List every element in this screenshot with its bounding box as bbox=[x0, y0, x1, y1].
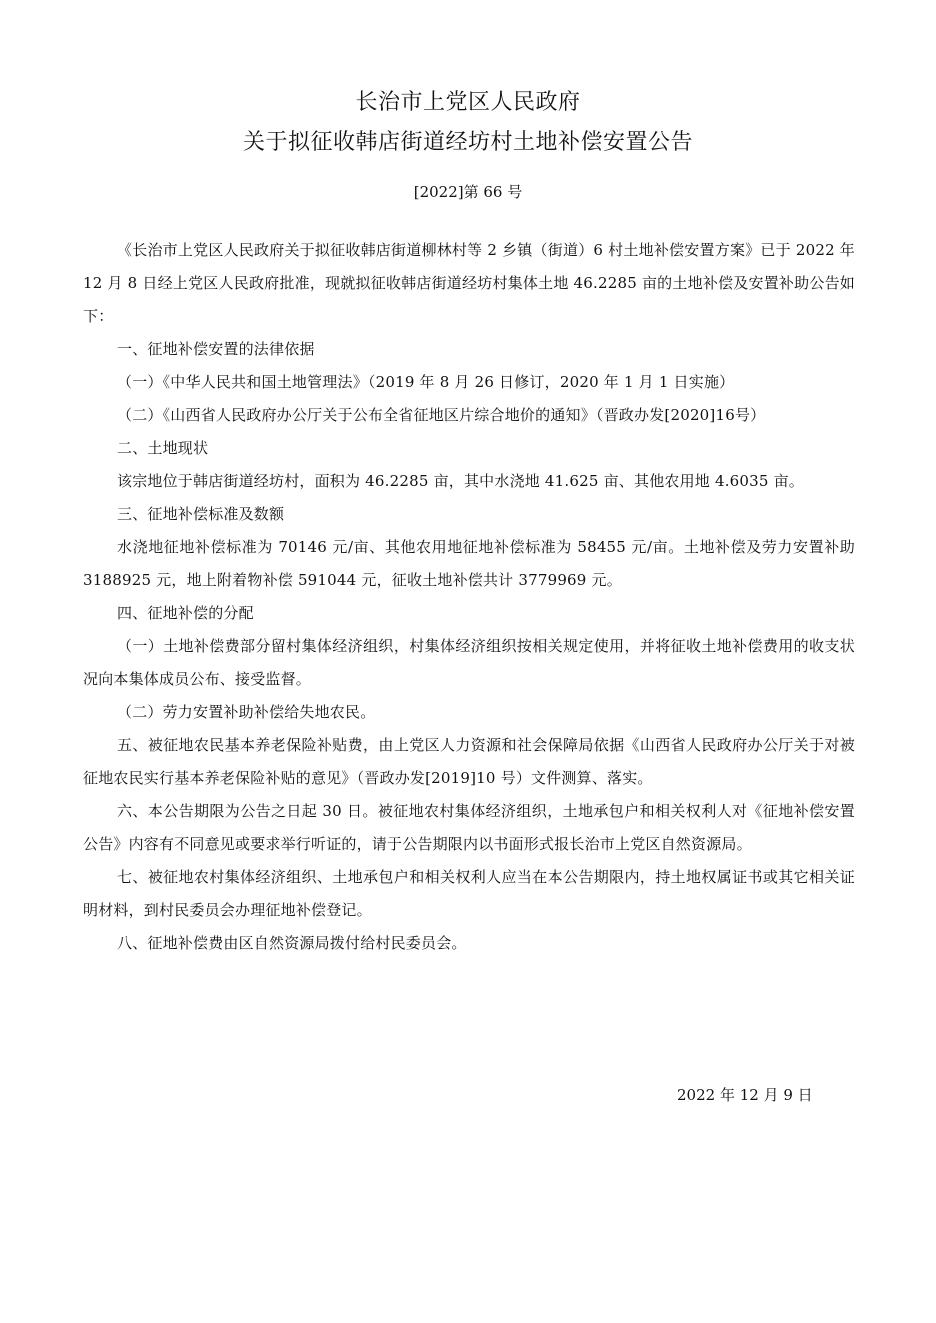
paragraph-registration: 七、被征地农村集体经济组织、土地承包户和相关权利人应当在本公告期限内，持土地权属证书或其它相关证明材料，到村民委员会办理征地补偿登记。 bbox=[83, 868, 855, 919]
paragraph-payment: 八、征地补偿费由区自然资源局拨付给村民委员会。 bbox=[117, 934, 467, 952]
paragraph-legal-basis-1: （一）《中华人民共和国土地管理法》（2019 年 8 月 26 日修订，2020 年 1 月 1 日实施） bbox=[117, 373, 735, 391]
paragraph-land-status: 该宗地位于韩店街道经坊村，面积为 46.2285 亩，其中水浇地 41.625 亩、其他农用地 4.6035 亩。 bbox=[117, 472, 805, 490]
document-body bbox=[83, 234, 855, 960]
document-number: [2022]第 66 号 bbox=[413, 183, 523, 201]
paragraph-compensation-standard: 水浇地征地补偿标准为 70146 元/亩、其他农用地征地补偿标准为 58455 元/亩。土地补偿及劳力安置补助 3188925 元，地上附着物补偿 591044 元，征收土地补偿共计 3779969 元。 bbox=[83, 538, 855, 589]
paragraph-distribution-1: （一）土地补偿费部分留村集体经济组织，村集体经济组织按相关规定使用，并将征收土地补偿费用的收支状况向本集体成员公布、接受监督。 bbox=[83, 637, 855, 688]
paragraph-intro: 《长治市上党区人民政府关于拟征收韩店街道柳林村等 2 乡镇（街道）6 村土地补偿安置方案》已于 2022 年 12 月 8 日经上党区人民政府批准，现就拟征收韩店街道经坊村集体土地 46.2285 亩的土地补偿及安置补助公告如下： bbox=[83, 241, 855, 325]
document-date: 2022 年 12 月 9 日 bbox=[677, 1086, 813, 1104]
section-heading-distribution: 四、征地补偿的分配 bbox=[117, 604, 254, 622]
section-heading-compensation-standard: 三、征地补偿标准及数额 bbox=[117, 505, 285, 523]
paragraph-notice-period: 六、本公告期限为公告之日起 30 日。被征地农村集体经济组织，土地承包户和相关权利人对《征地补偿安置公告》内容有不同意见或要求举行听证的，请于公告期限内以书面形式报长治市上党区自然资源局。 bbox=[83, 802, 855, 853]
document-title-line2: 关于拟征收韩店街道经坊村土地补偿安置公告 bbox=[242, 130, 693, 155]
section-heading-legal-basis: 一、征地补偿安置的法律依据 bbox=[117, 340, 315, 358]
section-heading-land-status: 二、土地现状 bbox=[117, 439, 209, 457]
paragraph-distribution-2: （二）劳力安置补助补偿给失地农民。 bbox=[117, 703, 376, 721]
paragraph-pension-subsidy: 五、被征地农民基本养老保险补贴费，由上党区人力资源和社会保障局依据《山西省人民政府办公厅关于对被征地农民实行基本养老保险补贴的意见》（晋政办发[2019]10 号）文件测算、落实。 bbox=[83, 736, 855, 787]
document-title-line1: 长治市上党区人民政府 bbox=[355, 90, 581, 115]
paragraph-legal-basis-2: （二）《山西省人民政府办公厅关于公布全省征地区片综合地价的通知》（晋政办发[2020]16号） bbox=[117, 406, 766, 424]
